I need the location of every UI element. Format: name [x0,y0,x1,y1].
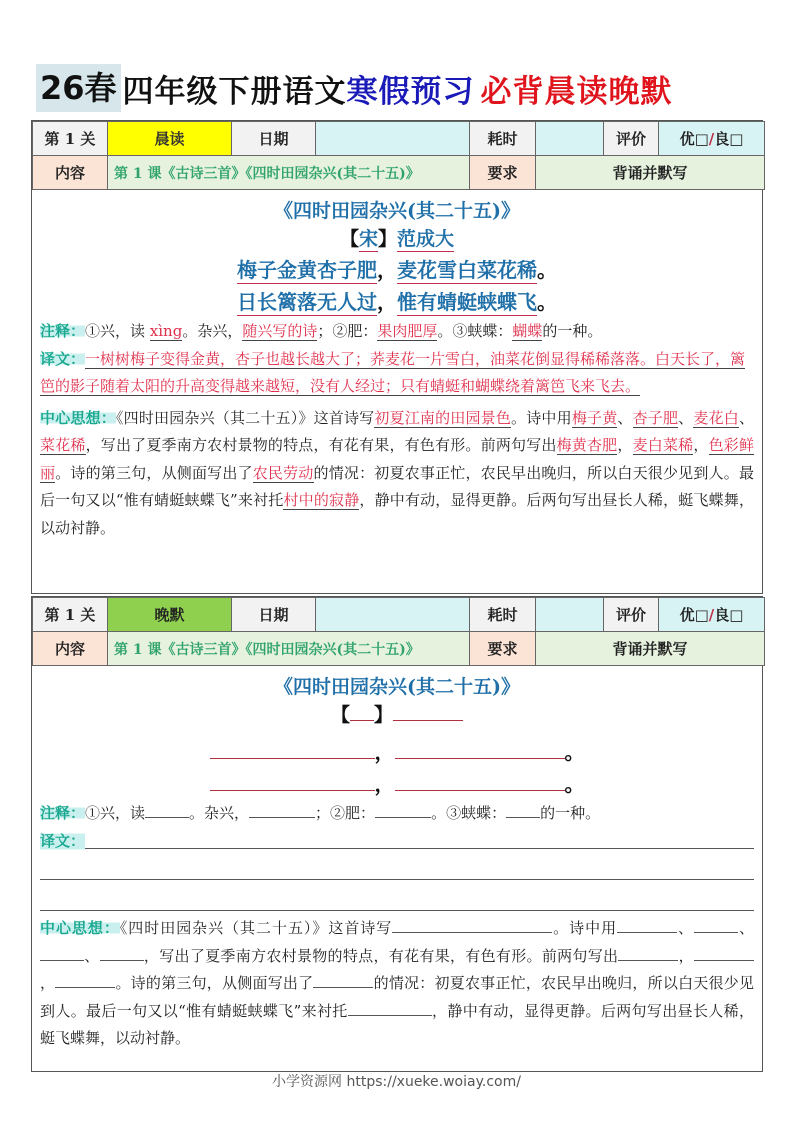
title-blue: 寒假预习 [346,73,475,110]
time-label: 耗时 [470,122,536,156]
eval-label: 评价 [604,598,659,632]
translation [40,346,754,401]
note-blank[interactable] [375,801,431,818]
idea-blank[interactable] [694,916,738,933]
poem-title: 《四时田园杂兴(其二十五)》 [274,676,520,698]
time-field[interactable] [536,122,604,156]
dynasty: 宋 [358,228,378,250]
idea-blank[interactable] [663,916,677,933]
idea-blank[interactable] [313,971,373,988]
translation-label: 译文： [40,349,86,368]
notes: 注释：①兴，读 xìng。杂兴，随兴写的诗；②肥：果肉肥厚。③蛱蝶：蝴蝶的一种。 [40,322,603,340]
footer-watermark: 小学资源网 https://xueke.woiay.com/ [272,1074,521,1090]
translation-blank[interactable] [85,828,754,849]
eval-good-checkbox[interactable]: 优□ [679,130,709,148]
dynasty-blank[interactable] [350,702,374,721]
morning-reading-section [31,120,763,594]
title-main: 四年级下册语文 [122,73,347,110]
pinyin-blank[interactable] [145,801,189,818]
time-field[interactable] [536,598,604,632]
idea-blank[interactable] [617,916,663,933]
poem-line-1: 梅子金黄杏子肥，麦花雪白菜花稀。 [237,258,557,282]
author: 范成大 [397,228,455,250]
eval-ok-checkbox[interactable]: 良□ [714,606,744,624]
requirement-label: 要求 [470,156,536,190]
translation-blank[interactable] [40,880,754,911]
notes-label: 注释： [40,804,86,822]
level-cell: 第 1 关 [33,122,108,156]
requirement-value: 背诵并默写 [536,156,765,190]
line-blank[interactable] [210,740,375,759]
central-idea: 中心思想：《四时田园杂兴（其二十五）》这首诗写初夏江南的田园景色。诗中用梅子黄、杏子肥、麦花白、菜花稀，写出了夏季南方农村景物的特点，有花有果，有色有形。前两句写出梅黄杏肥，麦白菜稀，色彩鲜丽。诗的第三句，从侧面写出了农民劳动的情况：初夏农事正忙，农民早出晚归，所以白天很少见到人。最后一句又以“惟有蜻蜓蛱蝶飞”来衬托村中的寂静，静中有动，显得更静。后两句写出昼长人稀，蜓飞蝶舞，以动衬静。 [40,408,754,537]
idea-blank[interactable] [392,916,552,933]
requirement-value: 背诵并默写 [536,632,765,666]
poem-author-line: 【宋】范成大 [339,228,455,250]
translation [40,828,754,856]
line-blank[interactable] [395,740,565,759]
title-red: 必背晨读晚默 [480,73,673,110]
notes: 注释：①兴，读 。杂兴， ；②肥： 。③蛱蝶： 的一种。 [40,800,754,828]
note-blank[interactable] [506,801,540,818]
eval-checkboxes[interactable] [659,598,765,632]
idea-blank[interactable] [100,944,144,961]
page-title [36,64,673,112]
eval-label: 评价 [604,122,659,156]
date-field[interactable] [316,122,470,156]
idea-label: 中心思想： [40,919,120,937]
translation-text: 一树树梅子变得金黄，杏子也越长越大了；荞麦花一片雪白，油菜花倒显得稀稀落落。白天长了，篱笆的影子随着太阳的升高变得越来越短，没有人经过；只有蜻蜓和蝴蝶绕着篱笆飞来飞去。 [40,349,746,395]
content-label: 内容 [33,156,108,190]
idea-blank[interactable] [618,944,678,961]
content-label: 内容 [33,632,108,666]
poem-author-blank-line: 【 】 [40,700,754,730]
idea-blank[interactable] [694,944,754,961]
line-blank[interactable] [395,772,565,791]
poem-line-2: 日长篱落无人过，惟有蜻蜓蛱蝶飞。 [237,290,557,314]
central-idea: 中心思想：《四时田园杂兴（其二十五）》这首诗写 。诗中用 、 、、 ，写出了夏季南方农村景物的特点，有花有果，有色有形。前两句写出 ，， 。诗的第三句，从侧面写出了 的情况：初夏农事正忙，农民早出晚归，所以白天很少见到人。最后一句又以“惟有蜻蜓蛱蝶飞”来衬托 ，静中有动，显得更静。后两句写出昼长人稀，蜓飞蝶舞，以动衬静。 [40,915,754,1053]
info-table [32,597,765,666]
eval-good-checkbox[interactable]: 优□ [679,606,709,624]
date-field[interactable] [316,598,470,632]
notes-label: 注释： [40,322,86,340]
eval-slash: / [708,130,715,148]
lesson-cell: 第 1 课《古诗三首》《四时田园杂兴(其二十五)》 [108,156,470,190]
eval-checkboxes[interactable] [659,122,765,156]
requirement-label: 要求 [470,632,536,666]
date-label: 日期 [232,598,316,632]
lesson-cell: 第 1 课《古诗三首》《四时田园杂兴(其二十五)》 [108,632,470,666]
info-table [32,121,765,190]
line-blank[interactable] [210,772,375,791]
idea-blank[interactable] [40,944,84,961]
title-prefix: 26春 [36,64,121,112]
idea-blank[interactable] [55,971,115,988]
mode-cell: 晨读 [108,122,232,156]
note-blank[interactable] [249,801,315,818]
mode-cell: 晚默 [108,598,232,632]
poem-title: 《四时田园杂兴(其二十五)》 [274,200,520,222]
author-blank[interactable] [393,702,463,721]
idea-blank[interactable] [348,999,432,1016]
translation-label: 译文： [40,828,85,856]
time-label: 耗时 [470,598,536,632]
date-label: 日期 [232,122,316,156]
poem-blank-line-2: ， 。 [40,768,754,800]
eval-slash: / [708,606,715,624]
translation-blank[interactable] [40,855,754,880]
eval-ok-checkbox[interactable]: 良□ [714,130,744,148]
evening-dictation-section [31,596,763,1072]
idea-label: 中心思想： [40,408,116,427]
level-cell: 第 1 关 [33,598,108,632]
poem-blank-line-1: ， 。 [40,736,754,768]
